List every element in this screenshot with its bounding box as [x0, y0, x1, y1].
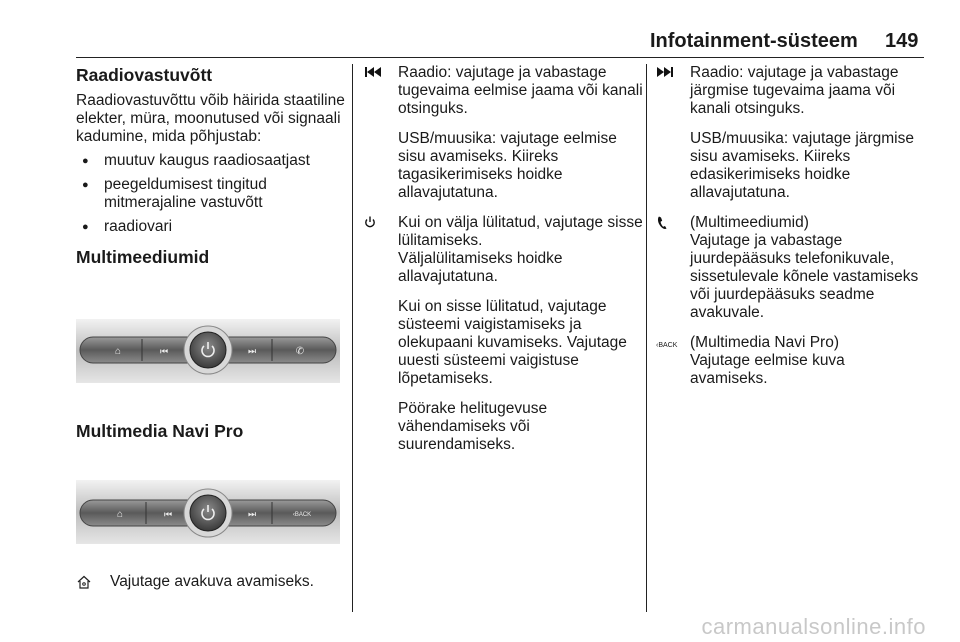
- prev-item: [364, 64, 644, 202]
- list-item: ● peegeldumisest tingitud mitmerajaline vastuvõtt: [76, 176, 346, 212]
- column-1-lower: [76, 420, 346, 442]
- radio-intro: Raadiovastuvõttu võib häirida staatiline elekter, müra, moonutused või signaali kadumine, mida põhjustab:: [76, 92, 345, 145]
- back-text: Vajutage eelmise kuva avamiseks.: [690, 352, 845, 387]
- watermark: carmanualsonline.info: [701, 614, 926, 639]
- header-divider: [76, 57, 924, 58]
- phone-text: Vajutage ja vabastage juurdepääsuks telefonikuvale, sissetulevale kõnele vastamiseks või juurdepääsuks seadme avakuvale.: [690, 232, 919, 321]
- power-item: [364, 214, 644, 454]
- phone-title: (Multimeediumid): [690, 214, 809, 231]
- page-number: 149: [885, 30, 919, 52]
- next-item: [656, 64, 926, 202]
- back-icon: ‹BACK: [292, 512, 312, 518]
- home-description: [76, 573, 346, 603]
- home-text: Vajutage avakuva avamiseks.: [110, 573, 314, 590]
- section-heading-navi-pro: Multimedia Navi Pro: [76, 421, 244, 441]
- prev-radio-text: Raadio: vajutage ja vabastage tugevaima eelmise jaama või kanali otsinguks.: [398, 64, 643, 117]
- home-icon: [76, 574, 104, 594]
- next-radio-text: Raadio: vajutage ja vabastage järgmise tugevaima jaama või kanali otsinguks.: [690, 64, 899, 117]
- power-on-text: Kui on sisse lülitatud, vajutage süsteemi vaigistamiseks ja olekupaani kuvamiseks. Vajutage uuesti süsteemi vaigistuse lõpetamiseks.: [398, 298, 627, 387]
- phone-icon: [656, 215, 684, 235]
- power-off-text: Kui on välja lülitatud, vajutage sisse lülitamiseks.: [398, 214, 643, 249]
- column-divider-2: [646, 64, 647, 612]
- column-divider-1: [352, 64, 353, 612]
- home-icon: ⌂: [114, 346, 122, 357]
- interference-list: [76, 152, 346, 236]
- back-title: (Multimedia Navi Pro): [690, 334, 840, 351]
- phone-icon: ✆: [295, 346, 305, 357]
- next-usb-text: USB/muusika: vajutage järgmise sisu avamiseks. Kiireks edasikerimiseks hoidke allavajutatuna.: [690, 130, 914, 201]
- power-icon: [364, 215, 392, 233]
- header-title: Infotainment-süsteem: [650, 30, 858, 52]
- list-item: ● muutuv kaugus raadiosaatjast: [76, 152, 346, 170]
- column-3: [656, 64, 926, 400]
- section-heading-radio: Raadiovastuvõtt: [76, 65, 213, 85]
- skip-next-icon: [656, 65, 684, 83]
- list-item: ● raadiovari: [76, 218, 346, 236]
- home-item: [76, 573, 346, 591]
- back-item: [656, 334, 926, 388]
- multimedia-control-panel-image: [76, 311, 340, 391]
- home-icon: ⌂: [116, 509, 124, 520]
- section-heading-multimedia: Multimeediumid: [76, 247, 210, 267]
- phone-item: [656, 214, 926, 322]
- skip-previous-icon: ⏮: [163, 509, 173, 519]
- navi-pro-control-panel-image: [76, 472, 340, 552]
- prev-usb-text: USB/muusika: vajutage eelmise sisu avamiseks. Kiireks tagasikerimiseks hoidke allavajutatuna.: [398, 130, 617, 201]
- column-1: [76, 64, 346, 268]
- skip-previous-icon: ⏮: [159, 346, 169, 356]
- back-icon: ‹BACK: [656, 342, 678, 349]
- skip-next-icon: ⏭: [247, 509, 257, 519]
- column-2: [364, 64, 644, 466]
- skip-previous-icon: [364, 65, 392, 83]
- power-off-hold-text: Väljalülitamiseks hoidke allavajutatuna.: [398, 250, 563, 285]
- skip-next-icon: ⏭: [247, 346, 257, 356]
- volume-text: Pöörake helitugevuse vähendamiseks või suurendamiseks.: [398, 400, 548, 453]
